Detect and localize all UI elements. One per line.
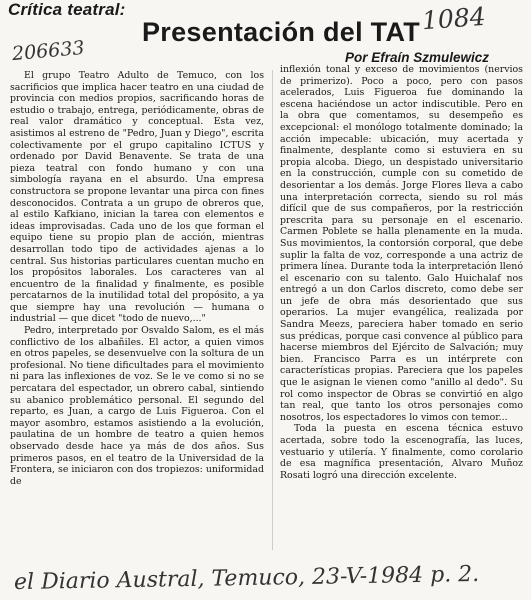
paragraph: El grupo Teatro Adulto de Temuco, con los sacrificios que implica hacer teatro en una ciudad de provincia con medios propios, sacrificando horas de estudio o trabajo, entrega, periódicamente, obras de real valor dramático y conceptual. Esta vez, asistimos al estreno de "Pedro, Juan y Diego", escrita colectivamente por el grupo capitalino ICTUS y ordenado por David Benavente. Se trata de una pieza teatral con fondo humano y con una simbología rayana en el absurdo. Una empresa constructora se propone levantar una pirca con fines desconocidos. Contrata a un grupo de obreros que, al estilo Kafkiano, inician la tarea con elementos e ideas improvisadas. Cada uno de los que forman el equipo tiene su propio plan de acción, mientras desarrollan todo tipo de actividades ajenas a lo central. Sus historias particulares cuentan mucho en los propósitos laborales. Los caracteres van al encuentro de la finalidad y finalmente, es posible percatarnos de la inutilidad total del propósito, a ya que siempre hay una revolución — humana o industrial — que dicet "todo de nuevo,..." [10,70,264,325]
article-byline: Por Efraín Szmulewicz [345,50,490,65]
article-column-left [10,70,264,487]
column-divider [272,70,273,550]
paragraph: inflexión tonal y exceso de movimientos (nervios de primerizo). Poco a poco, pero con pasos acelerados, Luis Figueroa fue dominando la escena haciéndose un actor indiscutible. Pero en la obra que comentamos, su desempeño es excepcional: el monólogo totalmente dominado; la acción impecable: ubicación, muy acertada y finalmente, desplante como si estuviera en su propia alcoba. Diego, un despistado universitario en la construcción, cumple con su cometido de desorientar a los demás. Jorge Flores lleva a cabo una interpretación correcta, siendo su rol más difícil que de sus compañeros, por la restricción prescrita para su personaje en el escenario. Carmen Poblete se halla plenamente en la muda. Sus movimientos, la contorsión corporal, que debe suplir la falta de voz, corresponde a una actriz de primera línea. Durante toda la interpretación llenó el escenario con su talento. Galo Huichalaf nos entregó a un don Carlos discreto, como debe ser un jefe de obra más desorientado que sus operarios. La mujer evangélica, realizada por Sandra Meezs, pareciera haber tomado en serio sus prédicas, porque casi convence al público para hacerse miembros del Ejército de Salvación; muy bien. Francisco Parra es un intérprete con características propias. Pareciera que los papeles que le asignan le vienen como "anillo al dedo". Su rol como inspector de Obras se convirtió en algo tan real, que tanto los otros personajes como nosotros, los espectadores lo vimos con temor... [280,64,523,423]
paragraph: Toda la puesta en escena técnica estuvo acertada, sobre todo la escenografía, las luces, vestuario y utilería. Y finalmente, como corolario de esa magnífica presentación, Alvaro Muñoz Rosati logró una dirección excelente. [280,423,523,481]
article-column-right [280,64,523,481]
article-headline: Presentación del TAT [142,17,421,47]
handwritten-source-note: el Diario Austral, Temuco, 23-V-1984 p. 2. [13,561,480,596]
section-label: Crítica teatral: [8,0,126,19]
handwritten-top-right-note: 1084 [421,1,487,36]
paragraph: Pedro, interpretado por Osvaldo Salom, es el más conflictivo de los albañiles. El actor, a quien vimos en otros papeles, se desenvuelve con la soltura de un profesional. No tiene dificultades para el movimiento ni para las inflexiones de voz. Se le ve como si no se percatara del espectador, un obrero cabal, sintiendo su abanico problemático personal. El segundo del reparto, es Juan, a cargo de Luis Figueroa. Con el mayor asombro, estamos asistiendo a la evolución, paulatina de un hombre de teatro a quien hemos observado desde hace ya más de dos años. Sus primeros pasos, en el teatro de la Universidad de la Frontera, se iniciaron con dos tropiezos: uniformidad de [10,325,264,487]
handwritten-catalog-number: 206633 [11,36,86,66]
